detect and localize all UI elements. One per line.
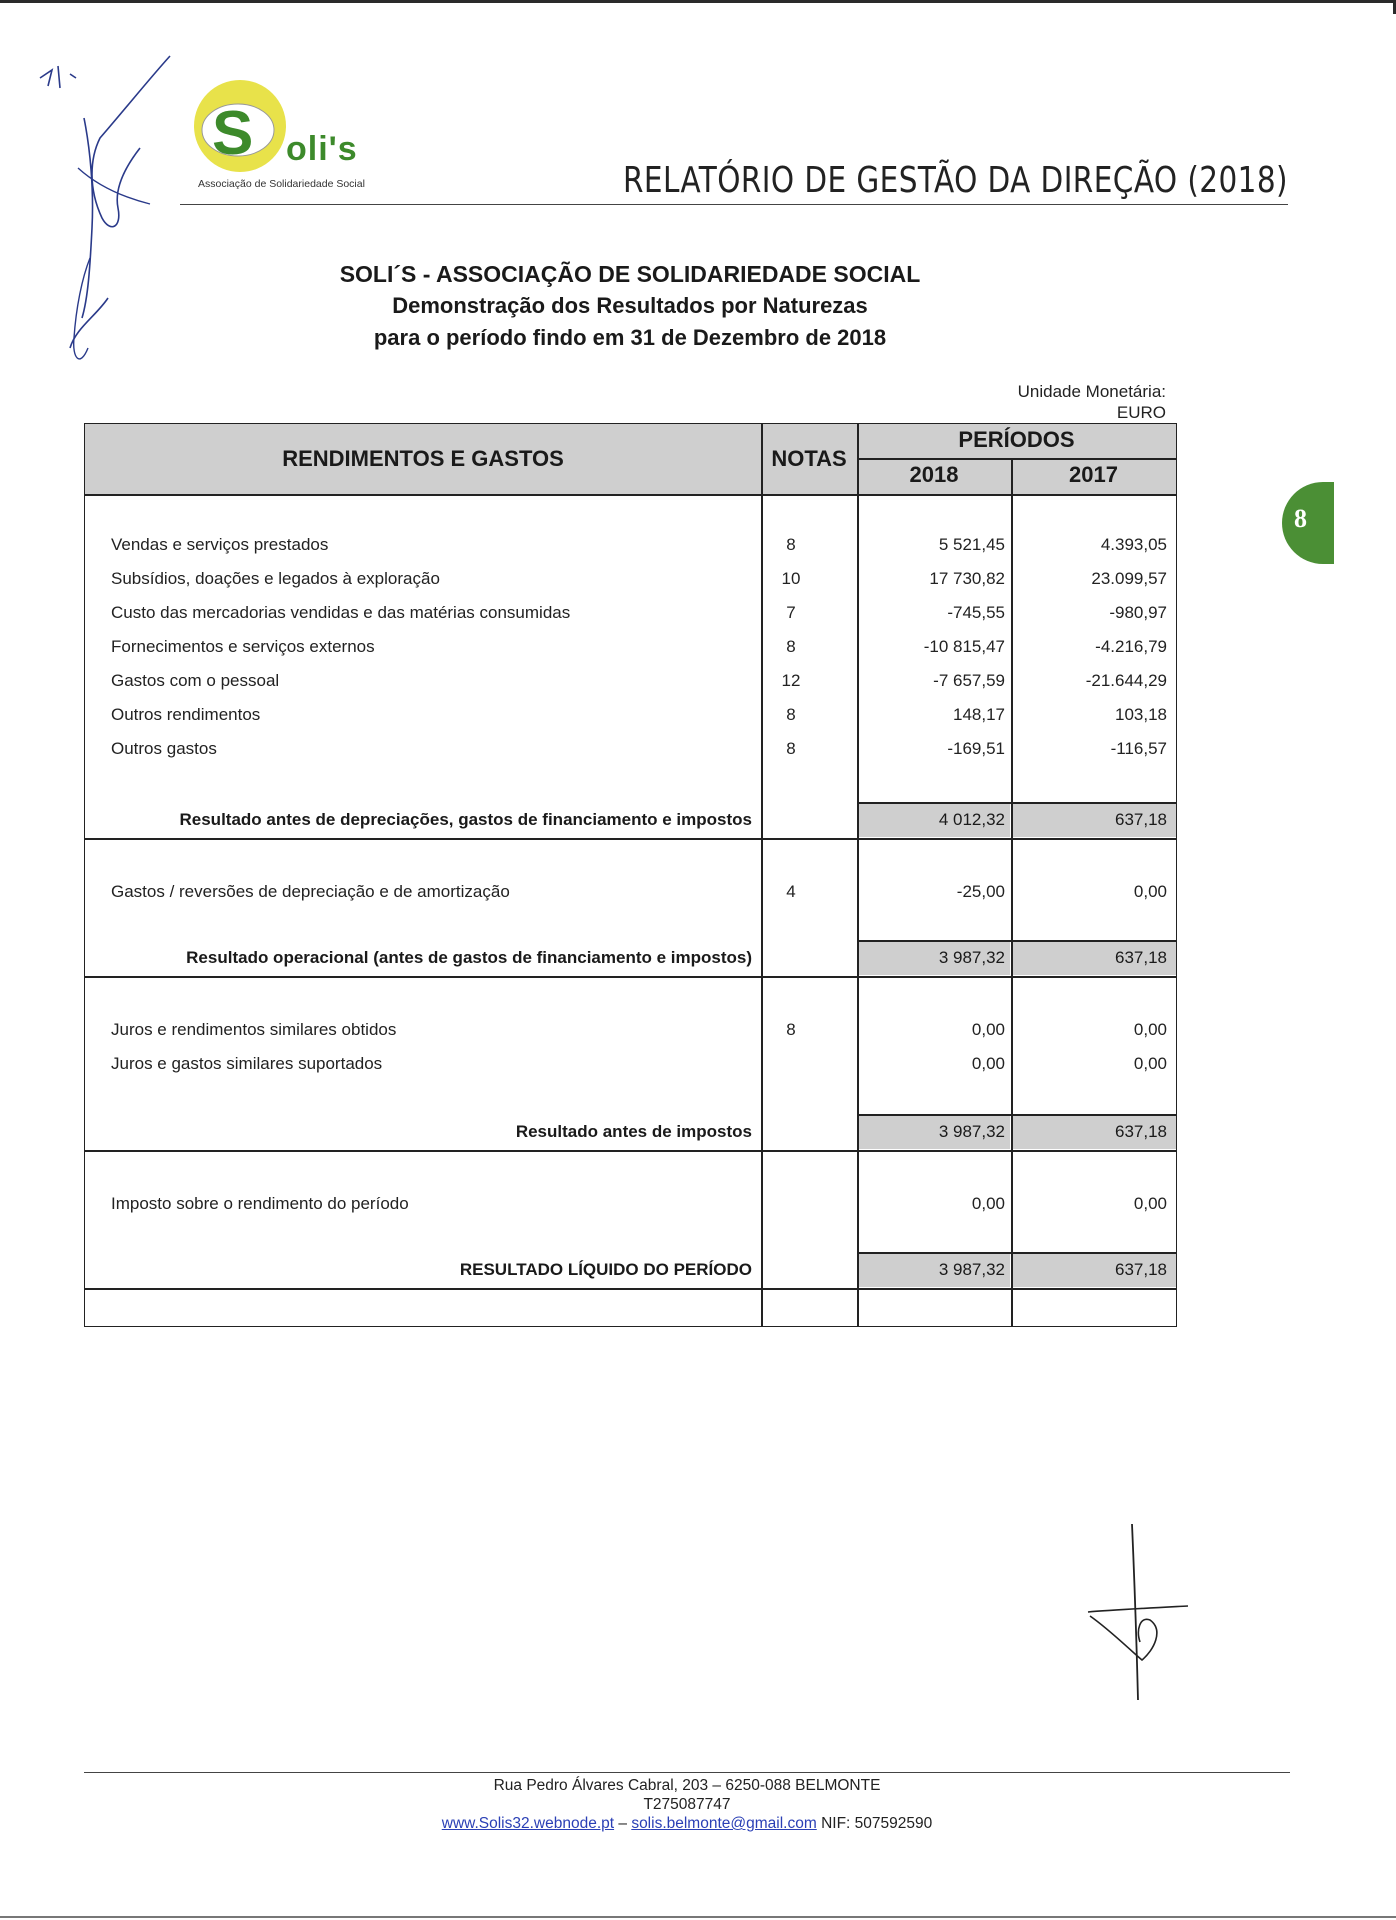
currency-unit-label: Unidade Monetária: — [1017, 382, 1166, 401]
row-divider — [857, 458, 1176, 460]
total-value-2017: 637,18 — [1115, 810, 1167, 829]
row-value-2018: 0,00 — [971, 1054, 1005, 1073]
report-title: RELATÓRIO DE GESTÃO DA DIREÇÃO (2018) — [623, 160, 1288, 201]
website-link[interactable]: www.Solis32.webnode.pt — [441, 1815, 615, 1832]
total-row-pre-tax-result — [85, 1115, 1176, 1149]
row-note: 8 — [786, 637, 796, 656]
table-row — [85, 702, 1176, 728]
total-value-2018: 3 987,32 — [938, 1260, 1005, 1279]
table-row — [85, 736, 1176, 762]
total-value-2017: 637,18 — [1115, 1122, 1167, 1141]
total-value-2017: 637,18 — [1115, 948, 1167, 967]
row-note: 10 — [781, 569, 801, 588]
table-row — [85, 668, 1176, 694]
row-label: Gastos / reversões de depreciação e de amortização — [111, 882, 510, 901]
scan-edge — [0, 1916, 1396, 1918]
header-rendimentos-gastos: RENDIMENTOS E GASTOS — [282, 446, 564, 471]
total-value-2018: 3 987,32 — [938, 948, 1005, 967]
table-row — [85, 566, 1176, 592]
row-value-2017: -4.216,79 — [1095, 637, 1167, 656]
row-value-2018: -745,55 — [947, 603, 1005, 622]
footer-divider — [84, 1772, 1290, 1773]
svg-text:S: S — [212, 99, 254, 168]
row-value-2018: 0,00 — [971, 1020, 1005, 1039]
table-row — [85, 600, 1176, 626]
total-row-operating-result — [85, 941, 1176, 975]
header-periodos: PERÍODOS — [958, 427, 1075, 452]
row-value-2017: -980,97 — [1109, 603, 1167, 622]
row-note: 8 — [786, 705, 796, 724]
currency-unit-value: EURO — [1116, 403, 1166, 422]
row-value-2017: 0,00 — [1133, 1054, 1167, 1073]
header-notas: NOTAS — [771, 446, 847, 471]
row-value-2018: 17 730,82 — [929, 569, 1005, 588]
total-value-2018: 3 987,32 — [938, 1122, 1005, 1141]
table-row — [85, 634, 1176, 660]
page-number-tab — [1282, 482, 1334, 564]
row-note: 7 — [786, 603, 796, 622]
row-note: 8 — [786, 1020, 796, 1039]
header-year-2017: 2017 — [1069, 462, 1118, 487]
row-divider — [85, 976, 1176, 978]
row-value-2018: -7 657,59 — [933, 671, 1005, 690]
row-label: Juros e rendimentos similares obtidos — [111, 1020, 397, 1039]
row-value-2018: 0,00 — [971, 1194, 1005, 1213]
page-number: 8 — [1294, 504, 1307, 533]
row-label: Outros gastos — [111, 739, 217, 758]
footer-contacts — [400, 1814, 974, 1833]
table-row — [85, 1191, 1176, 1217]
header-year-2018: 2018 — [909, 462, 959, 487]
row-value-2018: -10 815,47 — [923, 637, 1005, 656]
table-row — [85, 1017, 1176, 1043]
row-note: 4 — [786, 882, 796, 901]
row-label: Gastos com o pessoal — [111, 671, 280, 690]
row-label: Outros rendimentos — [111, 705, 261, 724]
signature-right — [1080, 1520, 1200, 1710]
logo-wordmark: oli's — [286, 130, 358, 168]
row-label: Subsídios, doações e legados à exploração — [111, 569, 440, 588]
row-divider — [85, 1288, 1176, 1290]
row-label: Fornecimentos e serviços externos — [111, 637, 375, 656]
document-titles — [250, 258, 1010, 354]
row-label: Vendas e serviços prestados — [111, 535, 329, 554]
row-label: Imposto sobre o rendimento do período — [111, 1194, 409, 1213]
row-value-2018: -25,00 — [956, 882, 1005, 901]
logo — [190, 80, 430, 200]
row-divider — [85, 838, 1176, 840]
footer-address: Rua Pedro Álvares Cabral, 203 – 6250-088 BELMONTE — [493, 1777, 881, 1794]
email-link[interactable]: solis.belmonte@gmail.com — [631, 1815, 817, 1832]
organization-title: SOLI´S - ASSOCIAÇÃO DE SOLIDARIEDADE SOCIAL — [339, 261, 921, 287]
total-label: Resultado antes de depreciações, gastos de financiamento e impostos — [179, 810, 752, 829]
row-note: 8 — [786, 535, 796, 554]
row-value-2017: -21.644,29 — [1085, 671, 1167, 690]
footer-nif: NIF: 507592590 — [816, 1815, 933, 1832]
row-label: Custo das mercadorias vendidas e das matérias consumidas — [111, 603, 571, 622]
statement-title: Demonstração dos Resultados por Naturezas — [392, 293, 868, 318]
total-label: Resultado antes de impostos — [515, 1122, 752, 1141]
logo-subtitle: Associação de Solidariedade Social — [198, 178, 365, 190]
footer-phone: T275087747 — [643, 1796, 731, 1813]
row-value-2017: 103,18 — [1115, 705, 1167, 724]
total-label: Resultado operacional (antes de gastos de financiamento e impostos) — [186, 948, 752, 967]
table-row — [85, 1051, 1176, 1077]
row-divider — [85, 1150, 1176, 1152]
row-value-2017: 0,00 — [1133, 1194, 1167, 1213]
table-row — [85, 532, 1176, 558]
row-value-2017: 0,00 — [1133, 1020, 1167, 1039]
scan-edge — [0, 0, 1396, 3]
row-value-2017: 4.393,05 — [1100, 535, 1167, 554]
row-value-2017: 0,00 — [1133, 882, 1167, 901]
footer-separator: – — [614, 1815, 632, 1832]
row-value-2018: -169,51 — [947, 739, 1005, 758]
total-value-2017: 637,18 — [1115, 1260, 1167, 1279]
row-note: 12 — [781, 671, 801, 690]
period-title: para o período findo em 31 de Dezembro de 2018 — [373, 325, 887, 350]
row-value-2017: -116,57 — [1110, 739, 1167, 758]
income-statement-table — [84, 423, 1177, 1327]
row-value-2017: 23.099,57 — [1091, 569, 1167, 588]
row-divider — [85, 494, 1176, 496]
row-note: 8 — [786, 739, 796, 758]
total-row-ebitda — [85, 803, 1176, 837]
header-divider — [180, 204, 1288, 205]
footer — [400, 1776, 974, 1833]
row-label: Juros e gastos similares suportados — [111, 1054, 383, 1073]
signature-left — [30, 48, 180, 378]
total-value-2018: 4 012,32 — [938, 810, 1005, 829]
currency-unit — [1018, 381, 1166, 423]
total-row-net-result — [85, 1253, 1176, 1287]
row-value-2018: 5 521,45 — [938, 535, 1005, 554]
total-label: RESULTADO LÍQUIDO DO PERÍODO — [459, 1260, 752, 1279]
table-row — [85, 879, 1176, 905]
row-value-2018: 148,17 — [953, 705, 1005, 724]
